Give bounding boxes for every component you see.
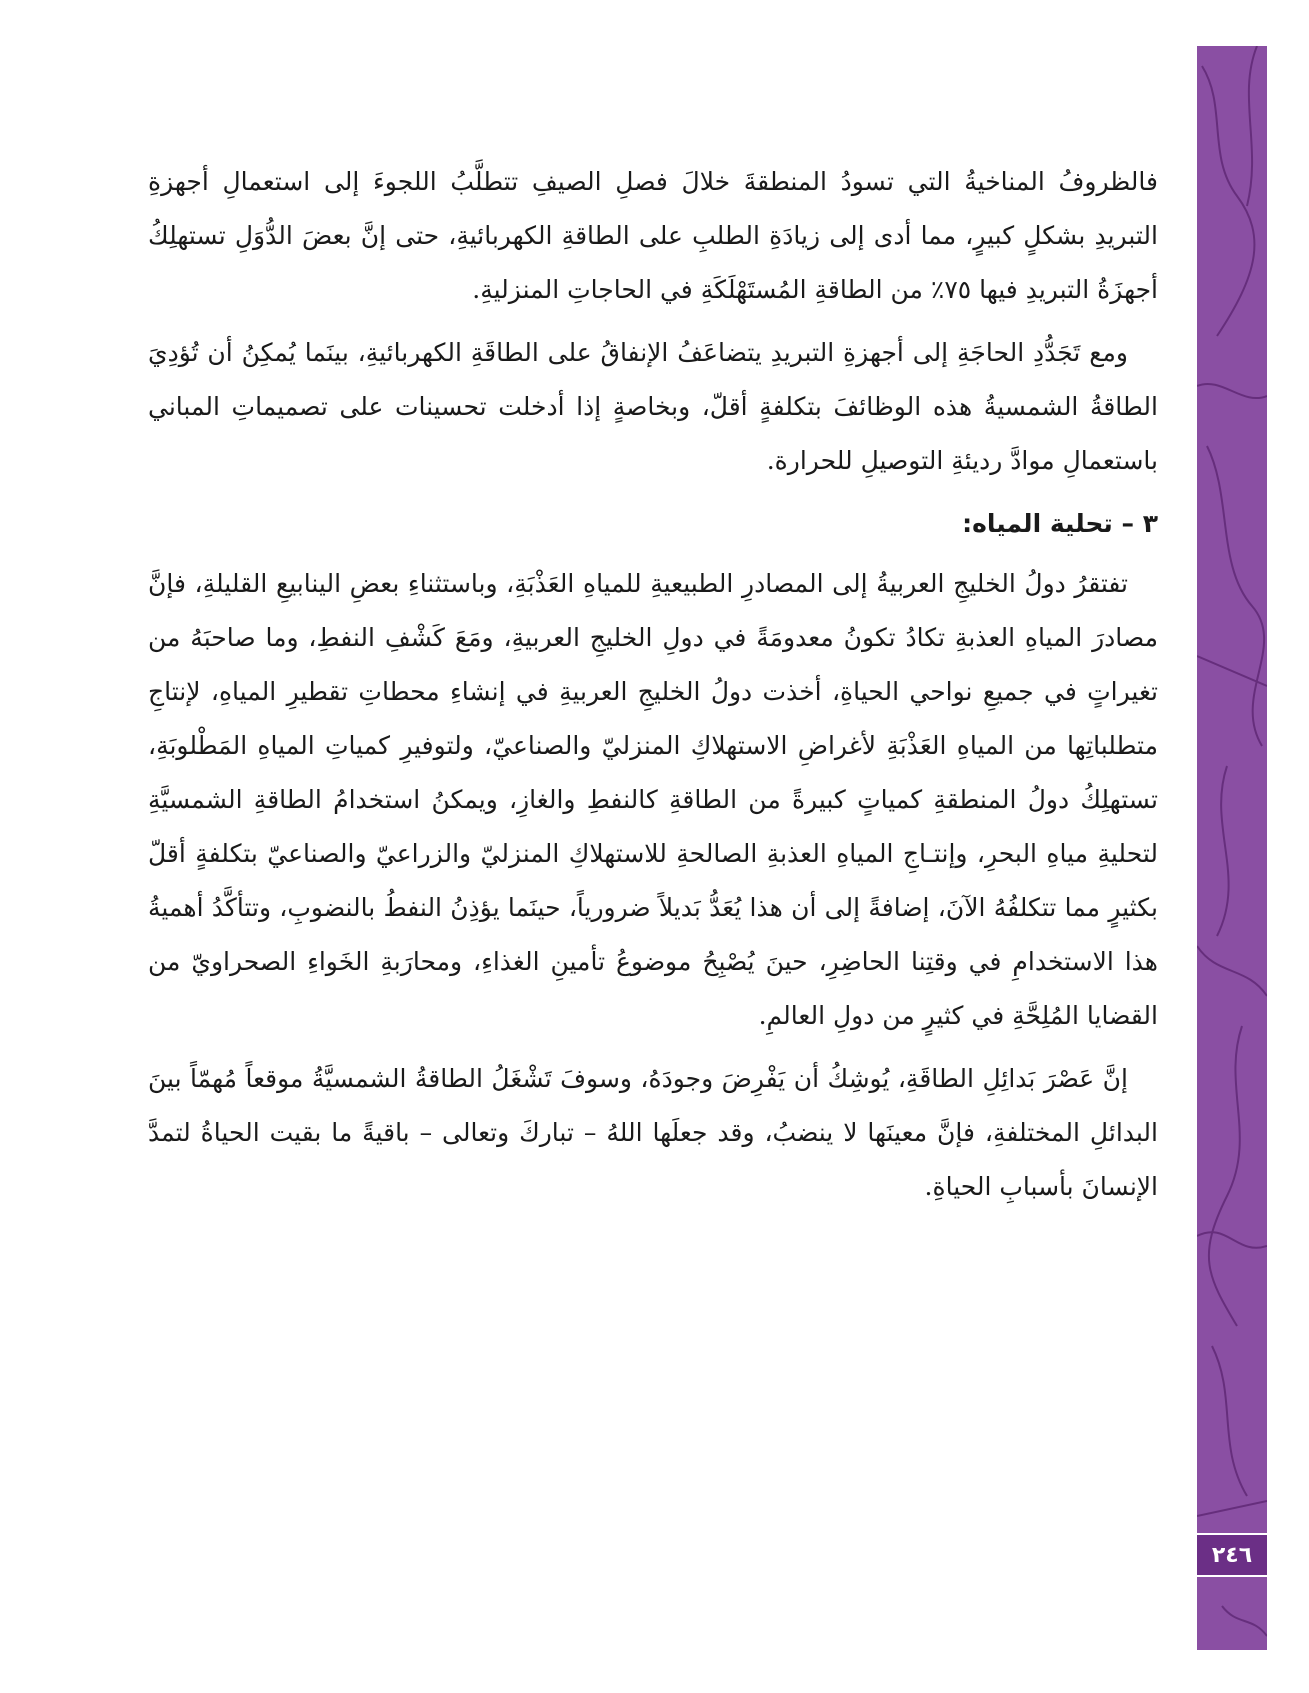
page-number: ٢٤٦ [1197, 1533, 1267, 1577]
decorative-side-band [1197, 46, 1267, 1650]
band-pattern [1197, 46, 1267, 1650]
paragraph-desalination: تفتقرُ دولُ الخليجِ العربيةُ إلى المصادرِ الطبيعيةِ للمياهِ العَذْبَةِ، وباستثناءِ بعضِ الينابيعِ القليلةِ، فإنَّ مصادرَ المياهِ العذبةِ تكادُ تكونُ معدومَةً في دولِ الخليجِ العربيةِ، ومَعَ كَشْفِ النفطِ، وما صاحبَهُ من تغيراتٍ في جميعِ نواحي الحياةِ، أخذت دولُ الخليجِ العربيةِ في إنشاءِ محطاتِ تقطيرِ المياهِ، لإنتاجِ متطلباتِها من المياهِ العَذْبَةِ لأغراضِ الاستهلاكِ المنزليّ والصناعيّ، ولتوفيرِ كمياتِ المياهِ المَطْلوبَةِ، تستهلِكُ دولُ المنطقةِ كمياتٍ كبيرةً من الطاقةِ كالنفطِ والغازِ، ويمكنُ استخدامُ الطاقةِ الشمسيَّةِ لتحليةِ مياهِ البحرِ، وإنتـاجِ المياهِ العذبةِ الصالحةِ للاستهلاكِ المنزليّ والزراعيّ والصناعيّ بتكلفةٍ أقلّ بكثيرٍ مما تتكلفُهُ الآنَ، إضافةً إلى أن هذا يُعَدُّ بَديلاً ضرورياً، حينَما يؤذِنُ النفطُ بالنضوبِ، وتتأكَّدُ أهميةُ هذا الاستخدامِ في وقتِنا الحاضِرِ، حينَ يُصْبِحُ موضوعُ تأمينِ الغذاءِ، ومحارَبةِ الخَواءِ الصحراويّ من القضايا المُلِحَّةِ في كثيرٍ من دولِ العالمِ. [148, 569, 1158, 1030]
paragraph-alternative-energy: إنَّ عَصْرَ بَدائِلِ الطاقَةِ، يُوشِكُ أن يَفْرِضَ وجودَهُ، وسوفَ تَشْغَلُ الطاقةُ الشمسيَّةُ موقعاً مُهمّاً بينَ البدائلِ المختلفةِ، فإنَّ معينَها لا ينضبُ، وقد جعلَها اللهُ – تباركَ وتعالى – باقيةً ما بقيت الحياةُ لتمدَّ الإنسانَ بأسبابِ الحياةِ. [148, 1064, 1158, 1201]
paragraph-solar-cooling: ومع تَجَدُّدِ الحاجَةِ إلى أجهزةِ التبريدِ يتضاعَفُ الإنفاقُ على الطاقَةِ الكهربائيةِ، بينَما يُمكِنُ أن تُؤدِيَ الطاقةُ الشمسيةُ هذه الوظائفَ بتكلفةٍ أقلّ، وبخاصةٍ إذا أدخلت تحسينات على تصميماتِ المباني باستعمالِ موادَّ رديئةِ التوصيلِ للحرارة. [148, 338, 1158, 475]
section-heading-desalination: ٣ – تحلية المياه: [962, 509, 1158, 538]
paragraph-cooling-demand: فالظروفُ المناخيةُ التي تسودُ المنطقةَ خلالَ فصلِ الصيفِ تتطلَّبُ اللجوءَ إلى استعمالِ أجهزةِ التبريدِ بشكلٍ كبيرٍ، مما أدى إلى زيادَةِ الطلبِ على الطاقةِ الكهربائيةِ، حتى إنَّ بعضَ الدُّوَلِ تستهلِكُ أجهزَةُ التبريدِ فيها ٧٥٪ من الطاقةِ المُستَهْلَكَةِ في الحاجاتِ المنزليةِ. [148, 167, 1158, 304]
page-content [148, 155, 1158, 1223]
